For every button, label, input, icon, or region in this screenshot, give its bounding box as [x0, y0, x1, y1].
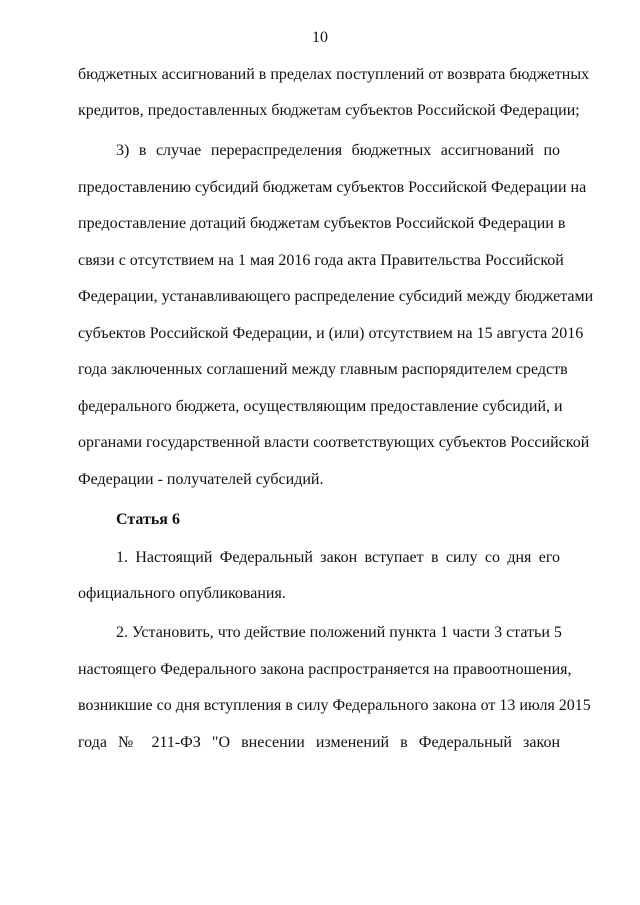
text-line: настоящего Федерального закона распространяется на правоотношения,	[78, 661, 572, 678]
page-number: 10	[312, 29, 328, 46]
text-line: 1. Настоящий Федеральный закон вступает в силу со дня его	[116, 549, 560, 566]
text-line: года заключенных соглашений между главным распорядителем средств	[78, 361, 568, 378]
text-line: 3) в случае перераспределения бюджетных ассигнований по	[116, 142, 560, 159]
text-line: Федерации, устанавливающего распределение субсидий между бюджетами	[78, 288, 594, 305]
text-line: года № 211-ФЗ "О внесении изменений в Федеральный закон	[78, 734, 560, 751]
text-line: официального опубликования.	[78, 585, 286, 602]
text-line: возникшие со дня вступления в силу Федерального закона от 13 июля 2015	[78, 697, 591, 714]
text-line: субъектов Российской Федерации, и (или) отсутствием на 15 августа 2016	[78, 325, 584, 342]
text-line: предоставлению субсидий бюджетам субъектов Российской Федерации на	[78, 179, 587, 196]
text-line: бюджетных ассигнований в пределах поступлений от возврата бюджетных	[78, 66, 590, 83]
text-line: Федерации - получателей субсидий.	[78, 471, 324, 488]
text-line: кредитов, предоставленных бюджетам субъектов Российской Федерации;	[78, 102, 580, 119]
text-line: федерального бюджета, осуществляющим предоставление субсидий, и	[78, 398, 563, 415]
text-line: органами государственной власти соответствующих субъектов Российской	[78, 434, 590, 451]
text-line: связи с отсутствием на 1 мая 2016 года акта Правительства Российской	[78, 252, 564, 269]
text-line: 2. Установить, что действие положений пункта 1 части 3 статьи 5	[116, 624, 562, 641]
article-heading: Статья 6	[116, 511, 180, 528]
text-line: предоставление дотаций бюджетам субъектов Российской Федерации в	[78, 215, 566, 232]
